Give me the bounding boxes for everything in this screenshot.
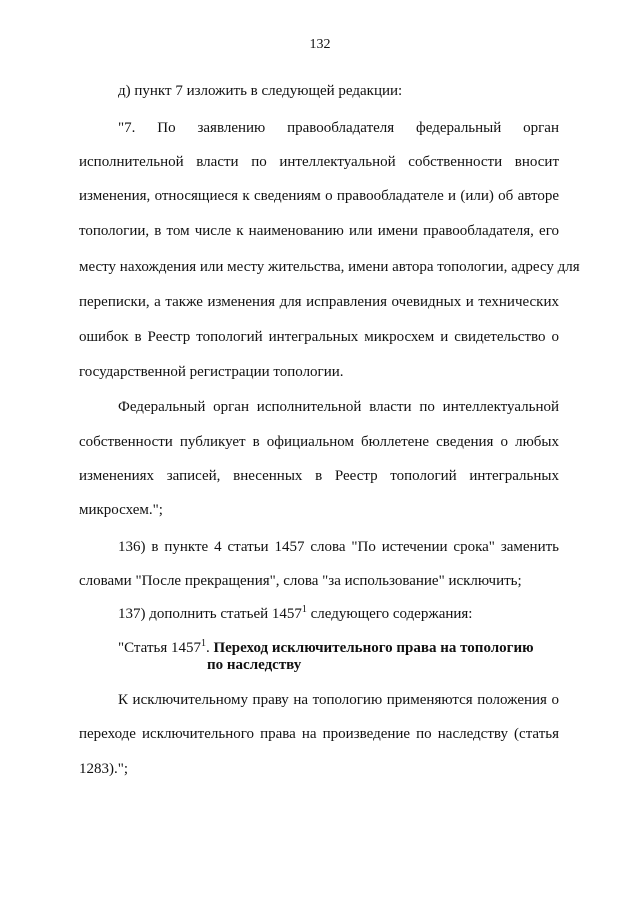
text-line: переходе исключительного права на произведение по наследству (статья: [79, 726, 559, 742]
text-line: Федеральный орган исполнительной власти по интеллектуальной: [118, 399, 559, 415]
text-line: переписки, а также изменения для исправления очевидных и технических: [79, 294, 559, 310]
superscript: 1: [200, 638, 206, 649]
superscript: 1: [301, 604, 307, 615]
text-line: 1283).";: [79, 761, 129, 777]
page-number: 132: [309, 37, 331, 52]
text-line: изменениях записей, внесенных в Реестр топологий интегральных: [79, 468, 559, 484]
text-span: 137) дополнить статьей 1457: [118, 606, 302, 622]
text-line: 136) в пункте 4 статьи 1457 слова "По истечении срока" заменить: [118, 539, 559, 555]
text-span: .: [205, 640, 214, 656]
text-line: [118, 605, 472, 623]
text-line: исполнительной власти по интеллектуальной собственности вносит: [79, 154, 559, 170]
text-line: микросхем.";: [79, 502, 163, 518]
text-span: "Статья 1457: [118, 640, 201, 656]
text-line: К исключительному праву на топологию применяются положения о: [118, 692, 559, 708]
text-line: д) пункт 7 изложить в следующей редакции:: [118, 83, 403, 99]
article-title: Переход исключительного права на топологию: [213, 640, 534, 656]
text-line: "7. По заявлению правообладателя федеральный орган: [118, 120, 559, 136]
text-line: государственной регистрации топологии.: [79, 364, 344, 380]
text-line: ошибок в Реестр топологий интегральных микросхем и свидетельство о: [79, 329, 559, 345]
text-span: следующего содержания:: [306, 606, 473, 622]
article-heading: [118, 639, 534, 657]
article-title-continued: по наследству: [207, 657, 302, 673]
text-line: топологии, в том числе к наименованию или имени правообладателя, его: [79, 223, 559, 239]
text-line: изменения, относящиеся к сведениям о правообладателе и (или) об авторе: [79, 188, 559, 204]
text-line: собственности публикует в официальном бюллетене сведения о любых: [79, 434, 559, 450]
text-line: месту нахождения или месту жительства, имени автора топологии, адресу для: [79, 259, 580, 275]
text-line: словами "После прекращения", слова "за использование" исключить;: [79, 573, 522, 589]
